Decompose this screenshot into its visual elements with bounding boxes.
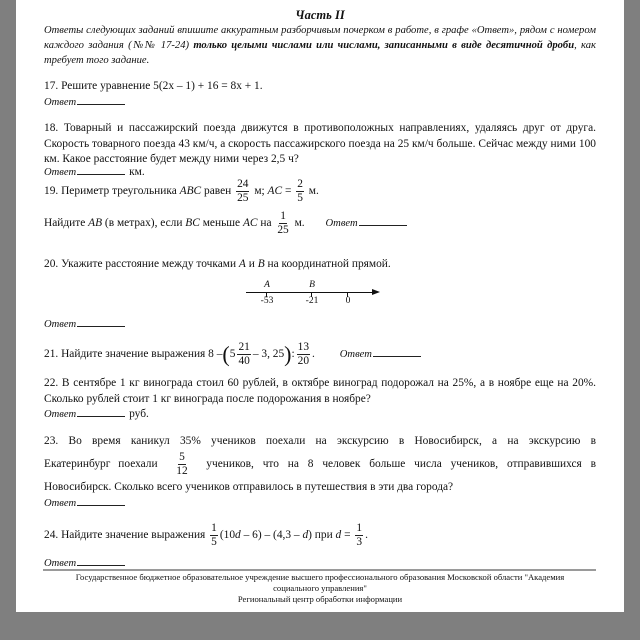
- fraction-mixed: [237, 341, 250, 368]
- denominator: 25: [237, 192, 249, 204]
- text: 21. Найдите значение выражения: [44, 348, 209, 361]
- answer-blank[interactable]: [77, 406, 125, 417]
- var-ac: AC: [267, 185, 283, 198]
- tick-label-a: -53: [260, 296, 274, 306]
- arrow-right-icon: [372, 289, 380, 295]
- footer-separator: [43, 569, 596, 571]
- var-d: d: [235, 529, 241, 542]
- problem-23-answer: [44, 495, 125, 509]
- text: Найдите: [44, 217, 89, 230]
- problem-17-answer: [44, 94, 125, 108]
- text: 20. Укажите расстояние между точками: [44, 258, 239, 270]
- problem-18-text: 18. Товарный и пассажирский поезда движутся в противоположных направлениях, удаляясь друг от друга. Скорость товарного поезда 43 км/ч, а скорость пассажирского поезда на 25 км/ч больше. Сейчас между ними 100 км. Какое расстояние будет между ними через 2,5 ч?: [44, 122, 596, 165]
- answer-label: Ответ: [44, 558, 77, 569]
- problem-21-answer: [340, 349, 421, 360]
- instructions-bold: только целыми числами или числами, записанными в виде десятичной дроби: [193, 40, 575, 51]
- problem-22-text: 22. В сентябре 1 кг винограда стоил 60 рублей, в октябре виноград подорожал на 25%, а в ноябре еще на 20%. Сколько рублей стоит 1 кг винограда после подорожания в ноябре?: [44, 377, 596, 405]
- problem-21-line: [44, 341, 421, 368]
- text: Екатеринбург поехали: [44, 457, 158, 470]
- problem-23-line1: 23. Во время каникул 35% учеников поехали на экскурсию в Новосибирск, а на экскурсию в: [44, 435, 596, 447]
- instructions-part1: Ответы следующих заданий впишите аккуратным разборчивым почерком в работе, в графе «Ответ», рядом с номером каждого задания (№№ 17-24): [44, 25, 596, 51]
- denominator: 40: [238, 355, 250, 367]
- expr: (10: [219, 529, 236, 542]
- tick-label-zero: 0: [345, 296, 351, 306]
- answer-label: Ответ: [44, 409, 77, 420]
- denominator: 25: [277, 224, 289, 236]
- var-d: d: [302, 529, 309, 542]
- denominator: 20: [297, 355, 310, 367]
- answer-blank[interactable]: [359, 215, 407, 226]
- problem-20-answer: [44, 316, 125, 330]
- fraction-ekaterinburg: [175, 451, 188, 478]
- expr: 8 –: [208, 348, 223, 361]
- text: при: [311, 529, 336, 542]
- answer-label: Ответ: [325, 218, 358, 230]
- text: на координатной прямой.: [264, 258, 391, 270]
- var-d: d: [335, 529, 342, 542]
- problem-22-answer: [44, 406, 149, 420]
- answer-blank[interactable]: [77, 316, 125, 327]
- text: (в метрах), если: [102, 217, 186, 230]
- document-page: [16, 0, 624, 612]
- text: =: [341, 529, 354, 542]
- footer-center: Региональный центр обработки информации: [237, 594, 403, 604]
- fraction-diff: [276, 210, 289, 237]
- answer-blank[interactable]: [373, 346, 421, 357]
- numerator: 24: [237, 178, 249, 190]
- point-label-b: B: [309, 280, 315, 290]
- expr: ): [308, 529, 312, 542]
- text: 19. Периметр треугольника: [44, 185, 180, 198]
- numerator: 1: [211, 522, 217, 534]
- paren-close: ): [284, 341, 292, 367]
- section-title: Часть II: [295, 8, 345, 22]
- answer-blank[interactable]: [77, 555, 125, 566]
- problem-17-text: 17. Решите уравнение 5(2x – 1) + 16 = 8x + 1.: [44, 80, 263, 92]
- fraction-divisor: [297, 341, 310, 368]
- text: м.: [291, 217, 305, 230]
- point-label-a: A: [264, 280, 270, 290]
- denominator: 12: [176, 465, 188, 477]
- answer-label: Ответ: [44, 97, 77, 108]
- numerator: 2: [297, 178, 303, 190]
- answer-blank[interactable]: [77, 495, 125, 506]
- problem-19-line1: [44, 178, 319, 205]
- problem-23-line2: [44, 451, 596, 478]
- tick-label-b: -21: [305, 296, 319, 306]
- denominator: 5: [211, 536, 217, 548]
- answer-blank[interactable]: [77, 164, 125, 175]
- denominator: 5: [297, 192, 303, 204]
- denominator: 3: [356, 536, 363, 548]
- var-a: A: [238, 258, 246, 270]
- numerator: 1: [280, 210, 286, 222]
- text: на: [257, 217, 275, 230]
- answer-label: Ответ: [44, 167, 77, 178]
- numerator: 21: [238, 341, 250, 353]
- problem-20-text: [44, 257, 391, 273]
- mixed-whole: 5: [229, 348, 236, 361]
- problem-23-line3: Новосибирск. Сколько всего учеников отправилось в путешествия в эти два города?: [44, 481, 454, 493]
- instructions: [44, 23, 596, 68]
- answer-label: Ответ: [44, 319, 77, 330]
- numerator: 1: [356, 522, 363, 534]
- text: м;: [251, 185, 268, 198]
- answer-unit: км.: [129, 166, 145, 178]
- text: =: [282, 185, 295, 198]
- problem-24-answer: [44, 555, 125, 569]
- expr: – 3, 25: [252, 348, 285, 361]
- problem-24-line: [44, 522, 368, 549]
- text: .: [365, 529, 368, 542]
- text: и: [245, 258, 258, 270]
- text: 24. Найдите значение выражения: [44, 529, 209, 542]
- paren-open: (: [222, 341, 230, 367]
- fraction-coef: [210, 522, 218, 549]
- problem-18-answer: [44, 164, 145, 178]
- fraction-d-value: [355, 522, 363, 549]
- fraction-perimeter: [236, 178, 249, 205]
- problem-19-line2: [44, 210, 407, 237]
- answer-unit: руб.: [129, 408, 149, 420]
- var-abc: ABC: [179, 185, 202, 198]
- text: м.: [305, 185, 319, 198]
- instructions-part2: , как требует того задание.: [44, 40, 596, 66]
- var-bc: BC: [185, 217, 200, 230]
- var-ab: AB: [88, 217, 103, 230]
- text: равен: [201, 185, 235, 198]
- footer-org: Государственное бюджетное образовательное учреждение высшего профессионального образования Московской области "Академия социального управления": [75, 572, 565, 593]
- text: меньше: [199, 217, 243, 230]
- answer-label: Ответ: [339, 349, 372, 361]
- answer-label: Ответ: [44, 498, 77, 509]
- fraction-ac: [296, 178, 304, 205]
- numerator: 13: [297, 341, 310, 353]
- answer-blank[interactable]: [77, 94, 125, 105]
- problem-19-answer: [326, 218, 407, 229]
- text: учеников, что на 8 человек больше числа учеников, отправившихся в: [206, 457, 596, 470]
- colon: :: [291, 348, 295, 361]
- var-ac: AC: [242, 217, 258, 230]
- numerator: 5: [179, 451, 185, 463]
- var-b: B: [257, 258, 265, 270]
- text: .: [312, 348, 315, 361]
- expr: – 6) – (4,3 –: [240, 529, 303, 542]
- footer: [16, 572, 624, 605]
